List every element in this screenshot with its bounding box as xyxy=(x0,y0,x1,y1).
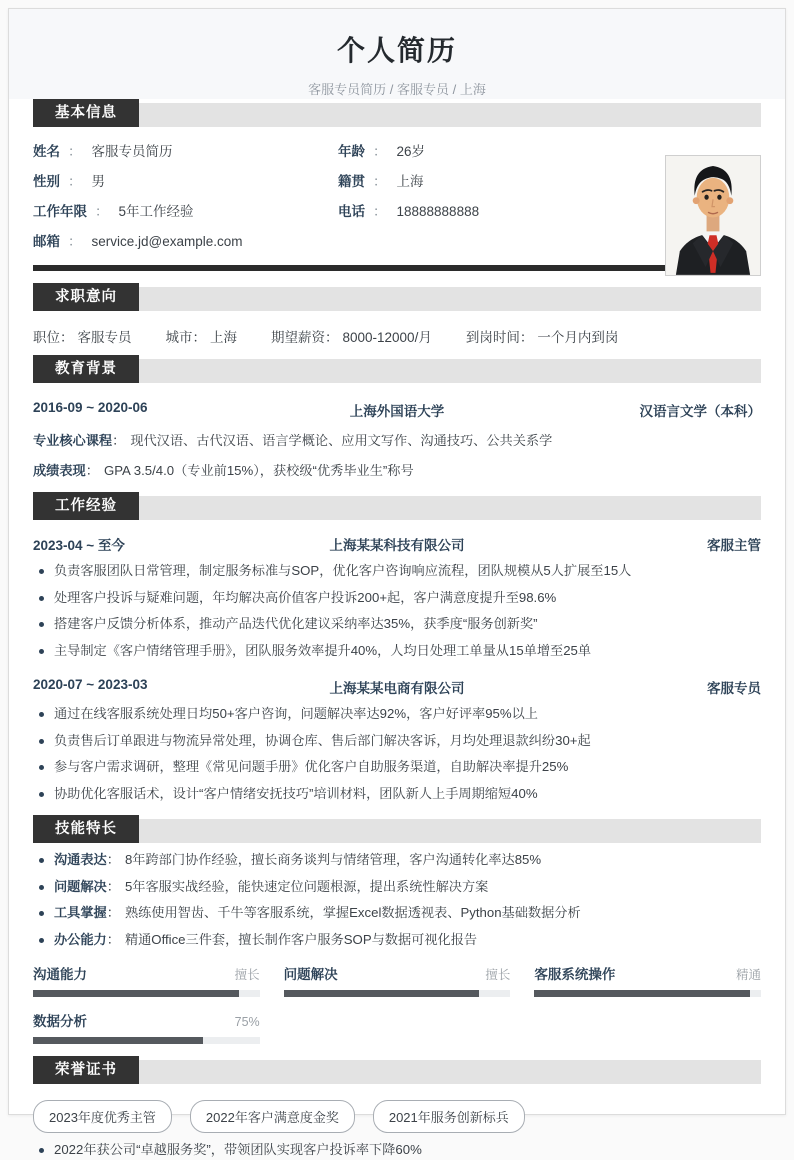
field-experience-years xyxy=(33,203,338,221)
basic-info-grid xyxy=(33,143,663,251)
job-bullet: 主导制定《客户情绪管理手册》，团队服务效率提升40%，人均日处理工单量从15单增至25单 xyxy=(33,642,761,661)
section-strip xyxy=(139,287,761,311)
section-title-basic: 基本信息 xyxy=(33,99,139,127)
colon: ： xyxy=(373,174,387,189)
progress-fill xyxy=(33,1037,203,1044)
job-header-row xyxy=(33,534,761,554)
profile-photo xyxy=(665,155,761,276)
job-bullet: 协助优化客服话术，设计“客户情绪安抚技巧”培训材料，团队新人上手周期缩短40% xyxy=(33,785,761,804)
basic-info-block xyxy=(33,143,761,251)
job-company: 上海某某科技有限公司 xyxy=(329,538,465,553)
section-divider xyxy=(33,265,761,271)
section-header-honors xyxy=(33,1056,761,1084)
resume-content xyxy=(9,99,785,1160)
progress-fill xyxy=(33,990,239,997)
education-gpa: 成绩表现： GPA 3.5/4.0（专业前15%），获校级“优秀毕业生”称号 xyxy=(33,463,414,478)
field-hometown xyxy=(338,173,663,191)
progress-track xyxy=(33,1037,260,1044)
colon: ： xyxy=(68,144,82,159)
colon: ： xyxy=(519,330,534,345)
job-bullet: 通过在线客服系统处理日均50+客户咨询，问题解决率达92%，客户好评率95%以上 xyxy=(33,705,761,724)
education-period: 2016-09 ~ 2020-06 xyxy=(33,400,148,415)
resume-header xyxy=(9,9,785,99)
skill-bar-data-analysis: 数据分析 75% xyxy=(33,1010,260,1044)
progress-track xyxy=(284,990,511,997)
skill-bar-communication: 沟通能力 擅长 xyxy=(33,963,260,997)
education-school: 上海外国语大学 xyxy=(349,404,445,419)
job-bullet: 负责客服团队日常管理，制定服务标准与SOP，优化客户咨询响应流程，团队规模从5人扩展至15人 xyxy=(33,562,761,581)
colon: ： xyxy=(68,234,82,249)
honor-bullet-list xyxy=(33,1141,761,1160)
section-header-skills xyxy=(33,815,761,843)
honor-bullet: 2022年获公司“卓越服务奖”，带领团队实现客户投诉率下降60% xyxy=(33,1141,761,1160)
field-value: 18888888888 xyxy=(396,204,480,219)
field-label: 性别 xyxy=(33,174,60,189)
section-title-skills: 技能特长 xyxy=(33,815,139,843)
intent-position: 职位： 客服专员 xyxy=(33,330,132,345)
colon: ： xyxy=(106,878,120,894)
colon: ： xyxy=(192,330,206,345)
avatar-illustration xyxy=(666,156,760,275)
job-period: 2023-04 ~ 至今 xyxy=(33,538,125,553)
field-label: 籍贯 xyxy=(338,174,365,189)
section-header-work xyxy=(33,492,761,520)
skill-bars-grid xyxy=(33,963,761,1044)
colon: ： xyxy=(106,852,120,867)
honor-badges xyxy=(33,1100,761,1133)
section-strip xyxy=(139,359,761,383)
job-bullet-list xyxy=(33,562,761,660)
field-value: 客服专员简历 xyxy=(91,144,173,159)
skill-bullet-list xyxy=(33,851,761,949)
page-subtitle: 客服专员简历 / 客服专员 / 上海 xyxy=(308,82,486,97)
skill-bullet: 工具掌握： 熟练使用智齿、千牛等客服系统，掌握Excel数据透视表、Python基础数据分析 xyxy=(33,904,761,923)
colon: ： xyxy=(373,204,387,219)
job-role: 客服主管 xyxy=(707,538,761,553)
job-bullet-list xyxy=(33,705,761,803)
job-bullet: 处理客户投诉与疑难问题，年均解决高价值客户投诉200+起，客户满意度提升至98.6% xyxy=(33,589,761,608)
colon: ： xyxy=(95,204,109,219)
section-header-education xyxy=(33,355,761,383)
page-title: 个人简历 xyxy=(336,35,457,66)
job-header-row xyxy=(33,677,761,697)
field-phone xyxy=(338,203,663,221)
field-value: 上海 xyxy=(396,174,424,189)
field-value: 26岁 xyxy=(396,144,426,159)
colon: ： xyxy=(106,931,120,947)
job-entry-1 xyxy=(33,534,761,660)
education-degree: 汉语言文学（本科） xyxy=(639,404,761,419)
field-email xyxy=(33,233,338,251)
education-courses: 专业核心课程： 现代汉语、古代汉语、语言学概论、应用文写作、沟通技巧、公共关系学 xyxy=(33,433,553,448)
field-value: 男 xyxy=(91,174,105,189)
colon: ： xyxy=(68,174,82,189)
field-age xyxy=(338,143,663,161)
honor-badge: 2022年客户满意度金奖 xyxy=(190,1100,355,1133)
job-intention-row xyxy=(33,326,761,346)
section-title-intention: 求职意向 xyxy=(33,283,139,311)
field-name xyxy=(33,143,338,161)
colon: ： xyxy=(60,330,74,345)
job-bullet: 参与客户需求调研，整理《常见问题手册》优化客户自助服务渠道，自助解决率提升25% xyxy=(33,758,761,777)
skill-bar-cs-systems: 客服系统操作 精通 xyxy=(534,963,761,997)
job-bullet: 负责售后订单跟进与物流异常处理，协调仓库、售后部门解决客诉，月均处理退款纠纷30+起 xyxy=(33,732,761,751)
job-period: 2020-07 ~ 2023-03 xyxy=(33,677,148,692)
section-title-work: 工作经验 xyxy=(33,492,139,520)
skill-bullet: 办公能力： 精通Office三件套，擅长制作客户服务SOP与数据可视化报告 xyxy=(33,931,761,950)
section-title-education: 教育背景 xyxy=(33,355,139,383)
progress-fill xyxy=(284,990,479,997)
progress-track xyxy=(534,990,761,997)
field-value: service.jd@example.com xyxy=(91,234,243,249)
skill-bar-problem-solving: 问题解决 擅长 xyxy=(284,963,511,997)
job-company: 上海某某电商有限公司 xyxy=(329,681,465,696)
colon: ： xyxy=(325,330,339,345)
field-label: 邮箱 xyxy=(33,234,60,249)
colon: ： xyxy=(373,144,387,159)
intent-availability: 到岗时间： 一个月内到岗 xyxy=(465,330,619,345)
job-entry-2 xyxy=(33,677,761,803)
field-label: 年龄 xyxy=(338,144,365,159)
intent-city: 城市： 上海 xyxy=(165,330,237,345)
job-role: 客服专员 xyxy=(707,681,761,696)
progress-track xyxy=(33,990,260,997)
field-label: 电话 xyxy=(338,204,365,219)
field-gender xyxy=(33,173,338,191)
skill-bullet: 问题解决： 5年客服实战经验，能快速定位问题根源，提出系统性解决方案 xyxy=(33,878,761,897)
progress-fill xyxy=(534,990,749,997)
intent-salary: 期望薪资： 8000-12000/月 xyxy=(271,330,432,345)
section-strip xyxy=(139,103,761,127)
field-value: 5年工作经验 xyxy=(118,204,194,219)
section-strip xyxy=(139,819,761,843)
section-header-intention xyxy=(33,283,761,311)
section-strip xyxy=(139,1060,761,1084)
colon: ： xyxy=(85,463,99,478)
honor-badge: 2023年度优秀主管 xyxy=(33,1100,172,1133)
honor-badge: 2021年服务创新标兵 xyxy=(373,1100,525,1133)
section-title-honors: 荣誉证书 xyxy=(33,1056,139,1084)
field-label: 姓名 xyxy=(33,144,60,159)
section-header-basic xyxy=(33,99,761,127)
job-bullet: 搭建客户反馈分析体系，推动产品迭代优化建议采纳率达35%，获季度“服务创新奖” xyxy=(33,615,761,634)
education-header-row xyxy=(33,400,761,420)
skill-bullet: 沟通表达： 8年跨部门协作经验，擅长商务谈判与情绪管理，客户沟通转化率达85% xyxy=(33,851,761,870)
field-label: 工作年限 xyxy=(33,204,87,219)
resume-page xyxy=(8,8,786,1157)
section-strip xyxy=(139,496,761,520)
colon: ： xyxy=(112,433,126,448)
colon: ： xyxy=(106,905,120,920)
